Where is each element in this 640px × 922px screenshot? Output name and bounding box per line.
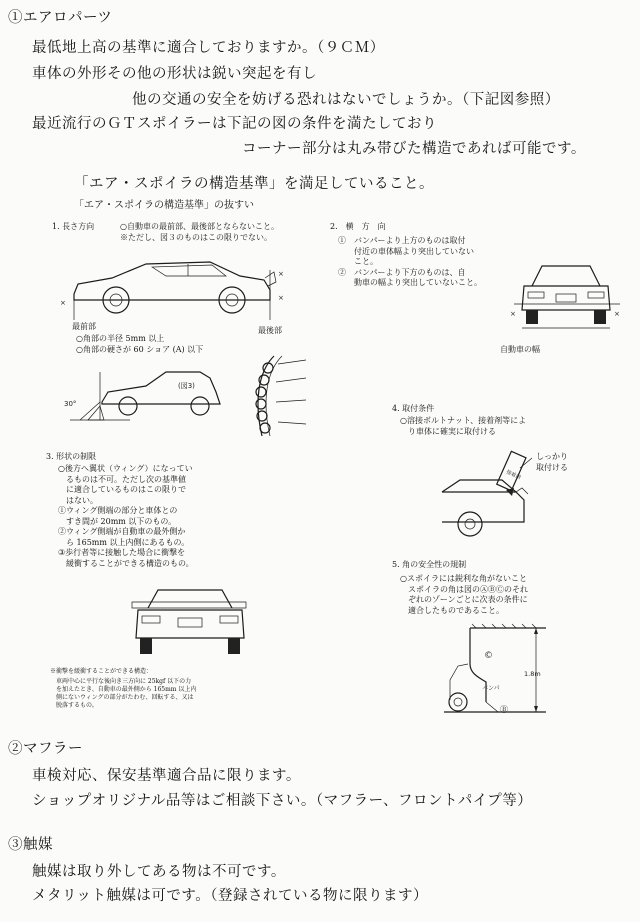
d3-footnote: 車両中心に平行な後向き三方向に 25kgf 以下の力 を加えたとき、自動車の最外側から 165mm 以上内 側にないウィングの部分がたわむ、回転する、又は 脱落するもの。	[56, 678, 197, 709]
diagram-caption: 「エア・スポイラの構造基準」の抜すい	[74, 200, 254, 211]
d4-tube-label: 接着剤	[505, 469, 522, 481]
muffler-line-2: ショップオリジナル品等はご相談下さい。（マフラー、フロントパイプ等）	[32, 793, 533, 809]
car-rear-width-figure	[510, 258, 625, 338]
d5-zone-c: ©	[484, 651, 493, 661]
corner-zone-figure	[440, 620, 550, 720]
d5-height-label: 1.8m	[524, 670, 541, 678]
d5-title: 5. 角の安全性の規制	[392, 560, 467, 569]
car-front-angle-figure	[60, 362, 230, 432]
svg-text:×: ×	[614, 310, 620, 318]
aero-line-6: 「エア・スポイラの構造基準」を満足していること。	[74, 176, 434, 192]
catalyst-line-1: 触媒は取り外してある物は不可です。	[32, 864, 286, 880]
trunk-adhesive-figure	[440, 448, 550, 548]
aero-line-4: 最近流行のＧＴスポイラーは下記の図の条件を満たしており	[32, 116, 437, 132]
aero-line-1: 最低地上高の基準に適合しておりますか。（９ＣＭ）	[32, 40, 385, 56]
section-muffler-heading: ②マフラー	[8, 741, 83, 757]
aero-line-5: コーナー部分は丸み帯びた構造であれば可能です。	[242, 141, 586, 157]
d5-notes: ○スポイラには鋭利な角がないこと スポイラの角は図のⒶⒷⒸのそれ ぞれのゾーンごとに次表の条件に 適合したものであること。	[400, 574, 528, 615]
d3-footnote-title: ※衝撃を緩衝することができる構造：	[50, 668, 153, 675]
d3-notes: ○後方へ翼状（ウィング）になってい るものは不可。ただし次の基準値 に適合しているものはこの限りで はない。 ①ウィング側端の部分と車体との すき間が 20mm 以下のもの。 ②ウィング側端が自動車の最外側か ら 165mm 以上内側にあるもの。 ③歩行者等に接触した場合に衝撃を 緩衝することができる構造のもの。	[58, 464, 194, 568]
d2-title: 2. 横 方 向	[330, 222, 386, 231]
car-rear-wing-figure	[126, 580, 256, 662]
d4-callout: しっかり 取付ける	[536, 452, 568, 472]
d5-zone-b: Ⓑ	[500, 705, 508, 714]
d1-small-label: (図3)	[178, 382, 195, 390]
svg-text:×: ×	[278, 294, 284, 302]
muffler-line-1: 車検対応、保安基準適合品に限ります。	[32, 768, 301, 784]
d4-title: 4. 取付条件	[392, 404, 435, 413]
d5-bumper-label: バンパ	[482, 685, 500, 692]
d1-front-label: 最前部	[72, 322, 96, 331]
d1-angle-label: 30°	[64, 400, 77, 408]
d1-note: ○自動車の最前部、最後部とならないこと。 ※ただし、図３のものはこの限りでない。	[120, 222, 279, 242]
d2-notes: ① バンパーより上方のものは取付 付近の車体幅より突出していない こと。 ② バンパーより下方のものは、自 動車の幅より突出していないこと。	[338, 236, 482, 287]
aero-line-2: 車体の外形その他の形状は鋭い突起を有し	[32, 66, 317, 82]
rear-spoiler-detail-figure	[244, 352, 314, 442]
d4-notes: ○溶接ボルトナット、接着剤等によ り車体に確実に取付ける	[400, 416, 527, 436]
d2-width-label: 自動車の幅	[500, 345, 540, 354]
svg-text:×: ×	[510, 310, 516, 318]
catalyst-line-2: メタリット触媒は可です。（登録されている物に限ります）	[32, 888, 429, 904]
aero-line-3: 他の交通の安全を妨げる恐れはないでしょうか。（下記図参照）	[132, 92, 560, 108]
svg-text:×: ×	[278, 270, 284, 278]
car-side-profile-figure	[60, 250, 300, 330]
d1-title: 1. 長さ方向	[52, 222, 95, 231]
d1-front-notes: ○角部の半径 5mm 以上 ○角部の硬さが 60 ショア (A) 以下	[76, 334, 204, 354]
d3-title: 3. 形状の制限	[46, 452, 97, 461]
section-aero-heading: ①エアロパーツ	[8, 10, 113, 26]
section-catalyst-heading: ③触媒	[8, 837, 53, 853]
d1-rear-label: 最後部	[258, 326, 282, 335]
svg-text:×: ×	[60, 299, 66, 307]
